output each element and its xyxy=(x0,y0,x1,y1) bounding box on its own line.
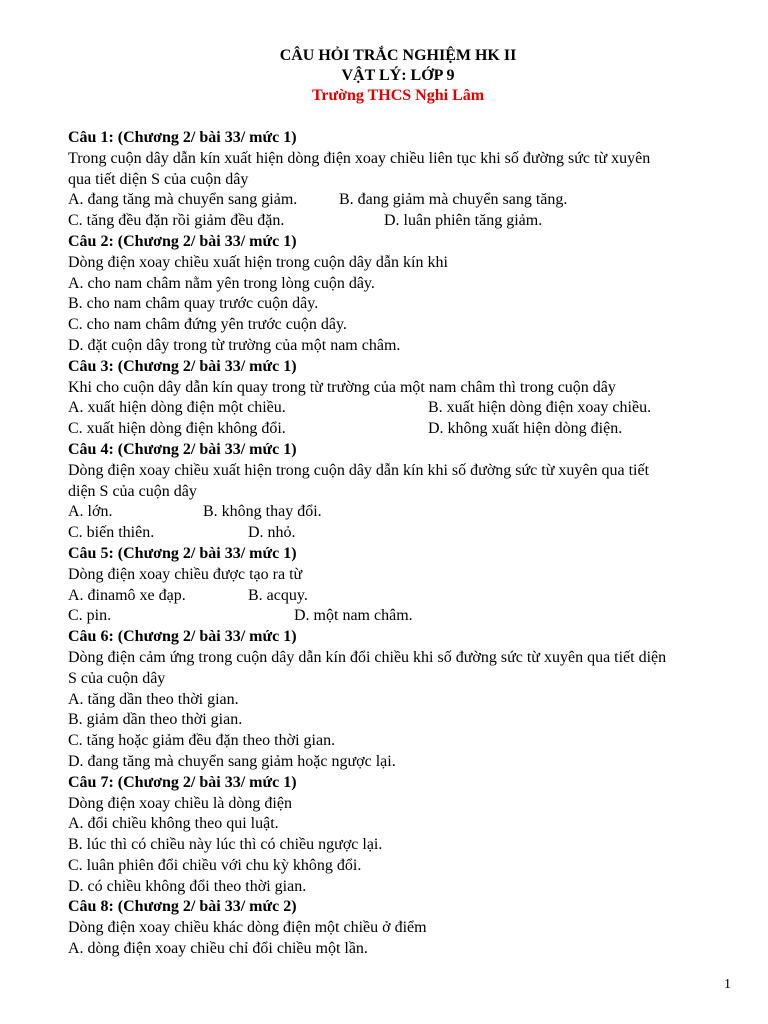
question-stem: Dòng điện cảm ứng trong cuộn dây dẫn kín đổi chiều khi số đường sức từ xuyên qua tiết diện xyxy=(68,648,667,666)
option-row xyxy=(68,419,728,440)
question-stem: S của cuộn dây xyxy=(68,669,166,687)
question-stem: Dòng điện xoay chiều khác dòng điện một chiều ở điểm xyxy=(68,919,427,937)
school-name: Trường THCS Nghi Lâm xyxy=(311,87,485,104)
option-row xyxy=(68,606,728,627)
question-title: Câu 1: (Chương 2/ bài 33/ mức 1) xyxy=(68,129,297,146)
option-row xyxy=(68,814,728,835)
answer-option: D. nhỏ. xyxy=(248,524,296,542)
answer-option: D. luân phiên tăng giảm. xyxy=(384,212,543,230)
answer-option: C. biến thiên. xyxy=(68,524,155,542)
answer-option: A. tăng dần theo thời gian. xyxy=(68,690,239,708)
answer-option: D. không xuất hiện dòng điện. xyxy=(428,420,623,438)
answer-option: A. lớn. xyxy=(68,503,113,521)
option-row xyxy=(68,336,728,357)
answer-option: D. đang tăng mà chuyển sang giảm hoặc ngược lại. xyxy=(68,752,396,770)
option-row xyxy=(68,690,728,711)
answer-option: D. một nam châm. xyxy=(294,607,413,625)
answer-option: A. đổi chiều không theo qui luật. xyxy=(68,815,279,833)
answer-option: A. cho nam châm nằm yên trong lòng cuộn dây. xyxy=(68,274,375,292)
question-stem: diện S của cuộn dây xyxy=(68,482,197,500)
answer-option: B. acquy. xyxy=(248,586,308,604)
answer-option: A. xuất hiện dòng điện một chiều. xyxy=(68,399,286,417)
answer-option: B. xuất hiện dòng điện xoay chiều. xyxy=(428,399,652,417)
option-row xyxy=(68,939,728,960)
option-row xyxy=(68,502,728,523)
option-row xyxy=(68,835,728,856)
answer-option: B. cho nam châm quay trước cuộn dây. xyxy=(68,295,319,313)
answer-option: B. đang giảm mà chuyển sang tăng. xyxy=(339,191,568,209)
option-row xyxy=(68,211,728,232)
option-row xyxy=(68,274,728,295)
option-row xyxy=(68,877,728,898)
question-title: Câu 4: (Chương 2/ bài 33/ mức 1) xyxy=(68,440,297,458)
answer-option: C. xuất hiện dòng điện không đổi. xyxy=(68,420,286,438)
option-row xyxy=(68,315,728,336)
option-row xyxy=(68,398,728,419)
document-page xyxy=(68,46,728,960)
answer-option: A. dòng điện xoay chiều chỉ đổi chiều một lần. xyxy=(68,940,368,958)
answer-option: D. đặt cuộn dây trong từ trường của một nam châm. xyxy=(68,336,401,354)
option-row xyxy=(68,710,728,731)
option-row xyxy=(68,586,728,607)
question-title: Câu 7: (Chương 2/ bài 33/ mức 1) xyxy=(68,773,297,791)
answer-option: C. tăng hoặc giảm đều đặn theo thời gian. xyxy=(68,732,336,750)
page-number: 1 xyxy=(724,977,731,992)
answer-option: D. có chiều không đổi theo thời gian. xyxy=(68,877,307,895)
question-stem: Khi cho cuộn dây dẫn kín quay trong từ trường của một nam châm thì trong cuộn dây xyxy=(68,378,616,396)
question-title: Câu 2: (Chương 2/ bài 33/ mức 1) xyxy=(68,232,297,250)
question-title: Câu 8: (Chương 2/ bài 33/ mức 2) xyxy=(68,898,297,916)
question-stem: Dòng điện xoay chiều được tạo ra từ xyxy=(68,565,303,583)
question-stem: qua tiết diện S của cuộn dây xyxy=(68,170,249,188)
doc-subject: VẬT LÝ: LỚP 9 xyxy=(341,67,455,84)
answer-option: B. lúc thì có chiều này lúc thì có chiều ngược lại. xyxy=(68,836,383,854)
answer-option: C. tăng đều đặn rồi giảm đều đặn. xyxy=(68,212,285,230)
answer-option: C. luân phiên đổi chiều với chu kỳ không đổi. xyxy=(68,856,362,874)
option-row xyxy=(68,294,728,315)
question-stem: Dòng điện xoay chiều xuất hiện trong cuộn dây dẫn kín khi số đường sức từ xuyên qua tiết xyxy=(68,461,650,479)
answer-option: A. đang tăng mà chuyển sang giảm. xyxy=(68,191,298,209)
option-row xyxy=(68,752,728,773)
option-row xyxy=(68,856,728,877)
answer-option: C. pin. xyxy=(68,607,112,625)
question-stem: Trong cuộn dây dẫn kín xuất hiện dòng điện xoay chiều liên tục khi số đường sức từ xuyên xyxy=(68,149,651,167)
question-title: Câu 6: (Chương 2/ bài 33/ mức 1) xyxy=(68,628,297,646)
answer-option: B. giảm dần theo thời gian. xyxy=(68,711,243,729)
question-stem: Dòng điện xoay chiều xuất hiện trong cuộn dây dẫn kín khi xyxy=(68,253,448,271)
option-row xyxy=(68,523,728,544)
answer-option: C. cho nam châm đứng yên trước cuộn dây. xyxy=(68,316,347,334)
option-row xyxy=(68,190,728,211)
question-list xyxy=(68,128,728,960)
option-row xyxy=(68,731,728,752)
question-title: Câu 3: (Chương 2/ bài 33/ mức 1) xyxy=(68,357,297,375)
answer-option: B. không thay đổi. xyxy=(203,503,322,521)
question-stem: Dòng điện xoay chiều là dòng điện xyxy=(68,794,292,812)
question-title: Câu 5: (Chương 2/ bài 33/ mức 1) xyxy=(68,544,297,562)
answer-option: A. đinamô xe đạp. xyxy=(68,586,186,604)
doc-title: CÂU HỎI TRẮC NGHIỆM HK II xyxy=(279,47,517,64)
